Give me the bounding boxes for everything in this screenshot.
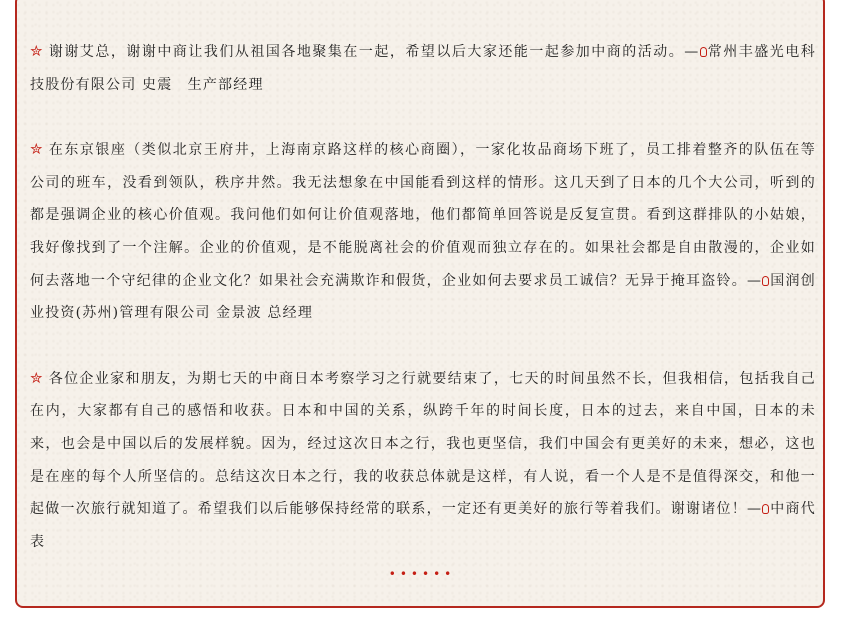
testimonial-paragraph-2 [30, 133, 816, 330]
testimonial-text-3: 各位企业家和朋友，为期七天的中商日本考察学习之行就要结束了，七天的时间虽然不长，但我相信，包括我自己在内，大家都有自己的感悟和收获。日本和中国的关系，纵跨千年的时间长度，日本的过去，来自中国，日本的未来，也会是中国以后的发展样貌。因为，经过这次日本之行，我也更坚信，我们中国会有更美好的未来，想必，这也是在座的每个人所坚信的。总结这次日本之行，我的收获总体就是这样，有人说，看一个人是不是值得深交，和他一起做一次旅行就知道了。希望我们以后能够保持经常的联系，一定还有更美好的旅行等着我们。谢谢诸位！— [30, 370, 816, 518]
testimonial-paragraph-1 [30, 35, 816, 101]
testimonial-card [15, 0, 825, 608]
testimonial-text-2: 在东京银座（类似北京王府井，上海南京路这样的核心商圈），一家化妆品商场下班了，员工排着整齐的队伍在等公司的班车，没看到领队，秩序井然。我无法想象在中国能看到这样的情形。这几天到了日本的几个大公司，听到的都是强调企业的核心价值观。我问他们如何让价值观落地，他们都简单回答说是反复宣贯。看到这群排队的小姑娘，我好像找到了一个注解。企业的价值观，是不能脱离社会的价值观而独立存在的。如果社会都是自由散漫的，企业如何去落地一个守纪律的企业文化？如果社会充满欺诈和假货，企业如何去要求员工诚信？无异于掩耳盗铃。— [30, 142, 816, 289]
source-marker-icon [762, 276, 769, 286]
testimonial-source-2: 国润创业投资(苏州)管理有限公司 金景波 总经理 [30, 272, 816, 322]
star-icon: ✮ [30, 140, 43, 159]
star-icon: ✮ [30, 368, 43, 387]
testimonial-source-1: 常州丰盛光电科技股份有限公司 史震 生产部经理 [30, 44, 816, 93]
divider-dots: •••••• [388, 567, 456, 581]
source-marker-icon [700, 47, 707, 57]
star-icon: ✮ [30, 42, 43, 60]
testimonial-paragraph-3 [30, 362, 816, 559]
testimonial-text-1: 谢谢艾总，谢谢中商让我们从祖国各地聚集在一起，希望以后大家还能一起参加中商的活动。— [48, 44, 700, 60]
testimonial-source-3: 中商代表 [30, 501, 816, 550]
testimonial-list [30, 35, 816, 558]
source-marker-icon [762, 504, 769, 514]
